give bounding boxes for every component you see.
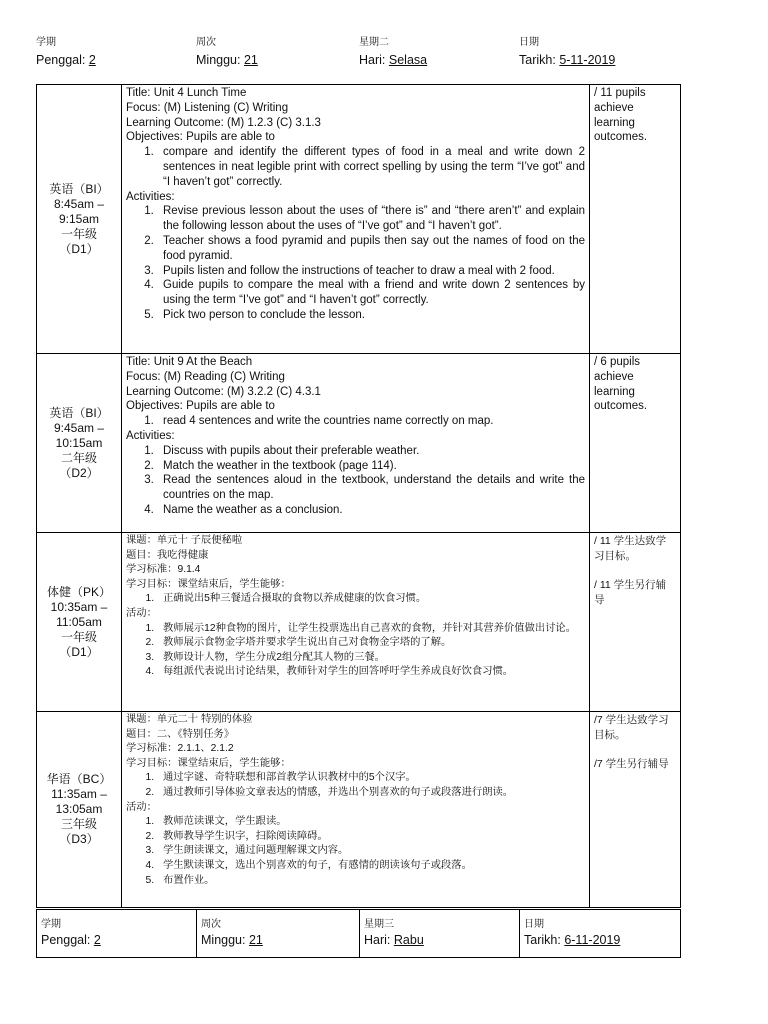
term-label: Penggal: [36, 53, 86, 67]
day-value: Rabu [393, 933, 424, 947]
class-name: （D3） [59, 832, 99, 846]
date-label-zh: 日期 [519, 37, 539, 48]
term-label-zh: 学期 [36, 37, 56, 48]
subject-name: 英语（BI） [49, 405, 109, 420]
activities-label: Activities: [126, 190, 175, 203]
activity-item: 1. Revise previous lesson about the uses of “there is” and “there aren’t” and explain the following lesson about the uses of “I’ve got” and “I haven’t got”. [157, 204, 585, 234]
objective-item: 1. 正确说出5种三餐适合摄取的食物以养成健康的饮食习惯。 [157, 592, 585, 607]
time-end: 10:15am [55, 435, 103, 450]
lesson-row [37, 85, 681, 354]
day-label-zh: 星期三 [364, 919, 394, 930]
lesson-focus: Focus: (M) Reading (C) Writing [126, 370, 285, 383]
learning-outcome: Learning Outcome: (M) 3.2.2 (C) 4.3.1 [126, 385, 321, 398]
lesson-subject-cell [37, 354, 122, 533]
week-cell [196, 36, 359, 72]
activities-list [126, 444, 585, 518]
week-label-zh: 周次 [201, 919, 221, 930]
lesson-focus: 题目：二、《特别任务》 [126, 728, 235, 740]
objectives-list [126, 414, 585, 429]
day-label: Hari: [359, 53, 386, 67]
objectives-label: 学习目标：课堂结束后，学生能够： [126, 757, 291, 769]
activity-item: 5. 布置作业。 [157, 874, 585, 889]
term-cell [36, 36, 196, 72]
lesson-subject-cell [37, 712, 122, 908]
activity-item: 2. Teacher shows a food pyramid and pupils then say out the names of food on the food pyramid. [157, 234, 585, 264]
activity-item: 4. Guide pupils to compare the meal with a friend and write down 2 sentences by using the term “I’ve got” and “I haven’t got” correctly. [157, 278, 585, 308]
time-start: 11:35am – [51, 787, 107, 801]
activity-item: 1. 教师展示12种食物的图片，让学生投票选出自己喜欢的食物，并针对其营养价值做出讨论。 [157, 622, 585, 637]
time-end: 13:05am [55, 802, 103, 816]
lesson-row [37, 712, 681, 908]
lesson-content-cell [122, 712, 590, 908]
lesson-content-cell [122, 533, 590, 712]
lesson-note-cell [590, 85, 681, 354]
lesson-focus: Focus: (M) Listening (C) Writing [126, 101, 289, 114]
learning-outcome: 学习标准：2.1.1、2.1.2 [126, 743, 234, 755]
term-value: 2 [93, 933, 101, 947]
term-label-zh: 学期 [41, 919, 61, 930]
achievement-note: / 11 学生达致学习目标。 [594, 535, 667, 562]
objective-item: 1. read 4 sentences and write the countries name correctly on map. [157, 414, 585, 429]
lesson-note-cell [590, 533, 681, 712]
remedial-note: / 11 学生另行辅导 [594, 579, 667, 606]
term-cell [37, 910, 197, 958]
subject-name: 英语（BI） [49, 181, 109, 196]
week-label: Minggu: [201, 933, 246, 947]
date-value: 6-11-2019 [564, 933, 621, 947]
lesson-subject-cell [37, 533, 122, 712]
lesson-title: Title: Unit 4 Lunch Time [126, 87, 247, 99]
lesson-row [37, 354, 681, 533]
activity-item: 5. Pick two person to conclude the lesson. [157, 308, 585, 323]
objectives-label: Objectives: Pupils are able to [126, 131, 275, 144]
lesson-title: 课题：单元二十 特别的体验 [126, 714, 253, 725]
activity-item: 3. 教师设计人物，学生分成2组分配其人物的三餐。 [157, 651, 585, 666]
objective-item: 1. 通过字谜、奇特联想和部首教学认识教材中的5个汉字。 [157, 771, 585, 786]
subject-name: 华语（BC） [46, 772, 112, 786]
activities-list [126, 622, 585, 680]
day-cell [360, 910, 520, 958]
lesson-content-cell [122, 85, 590, 354]
date-cell [520, 910, 681, 958]
class-name: （D2） [59, 465, 99, 480]
time-end: 11:05am [56, 614, 102, 629]
date-label-zh: 日期 [524, 919, 544, 930]
activities-list [126, 204, 585, 322]
date-cell [519, 36, 680, 72]
achievement-note: / 11 pupils achieve learning outcomes. [594, 87, 648, 144]
lesson-row [37, 533, 681, 712]
lesson-note-cell [590, 354, 681, 533]
class-name: （D1） [59, 241, 99, 256]
lesson-title: Title: Unit 9 At the Beach [126, 356, 253, 368]
activity-item: 1. Discuss with pupils about their preferable weather. [157, 444, 585, 459]
term-label: Penggal: [41, 933, 91, 947]
objectives-list [126, 592, 585, 607]
objective-item: 1. compare and identify the different types of food in a meal and write down 2 sentences in neat legible print with correct spelling by using the term “I’ve got” and “I haven’t got” correctly. [157, 145, 585, 189]
subject-name: 体健（PK） [46, 584, 111, 599]
activity-item: 4. 学生默读课文，选出个别喜欢的句子，有感情的朗读该句子或段落。 [157, 859, 585, 874]
time-end: 9:15am [58, 211, 100, 226]
lesson-focus: 题目：我吃得健康 [126, 549, 209, 561]
week-value: 21 [243, 53, 258, 67]
time-start: 9:45am – [53, 420, 105, 435]
learning-outcome: Learning Outcome: (M) 1.2.3 (C) 3.1.3 [126, 116, 321, 129]
date-label: Tarikh: [524, 933, 561, 947]
lesson-note-cell [590, 712, 681, 908]
activity-item: 2. 教师展示食物金字塔并要求学生说出自己对食物金字塔的了解。 [157, 636, 585, 651]
activity-item: 4. Name the weather as a conclusion. [157, 503, 585, 518]
week-cell [197, 910, 360, 958]
grade: 三年级 [60, 817, 97, 831]
day-cell [359, 36, 519, 72]
learning-outcome: 学习标准：9.1.4 [126, 564, 201, 576]
date-label: Tarikh: [519, 53, 556, 67]
lesson-subject-cell [37, 85, 122, 354]
day-header-tuesday [36, 36, 680, 72]
term-value: 2 [88, 53, 96, 67]
day-header-wednesday [36, 909, 681, 958]
grade: 二年级 [60, 450, 97, 465]
activity-item: 2. Match the weather in the textbook (page 114). [157, 459, 585, 474]
activities-label: 活动： [126, 607, 157, 619]
day-value: Selasa [388, 53, 428, 67]
achievement-note: / 6 pupils achieve learning outcomes. [594, 356, 648, 413]
activity-item: 3. Read the sentences aloud in the textbook, understand the details and write the countries on the map. [157, 473, 585, 503]
achievement-note: /7 学生达致学习目标。 [594, 714, 669, 741]
grade: 一年级 [60, 629, 97, 644]
lesson-content-cell [122, 354, 590, 533]
objectives-label: 学习目标：课堂结束后，学生能够： [126, 578, 291, 590]
activity-item: 2. 教师教导学生识字，扫除阅读障碍。 [157, 830, 585, 845]
activity-item: 1. 教师范读课文，学生跟读。 [157, 815, 585, 830]
week-label: Minggu: [196, 53, 241, 67]
activities-label: Activities: [126, 429, 175, 442]
week-value: 21 [248, 933, 263, 947]
objectives-list [126, 771, 585, 800]
time-start: 8:45am – [53, 196, 105, 211]
objective-item: 2. 通过教师引导体验文章表达的情感，并选出个别喜欢的句子或段落进行朗读。 [157, 786, 585, 801]
lesson-plan-table [36, 84, 681, 908]
week-label-zh: 周次 [196, 37, 216, 48]
day-label: Hari: [364, 933, 391, 947]
objectives-list [126, 145, 585, 189]
date-value: 5-11-2019 [559, 53, 616, 67]
objectives-label: Objectives: Pupils are able to [126, 400, 275, 413]
activity-item: 3. 学生朗读课文，通过问题理解课文内容。 [157, 844, 585, 859]
class-name: （D1） [59, 644, 99, 659]
time-start: 10:35am – [50, 599, 108, 614]
grade: 一年级 [60, 226, 97, 241]
activity-item: 3. Pupils listen and follow the instructions of teacher to draw a meal with 2 food. [157, 264, 585, 279]
day-label-zh: 星期二 [359, 37, 389, 48]
activities-label: 活动： [126, 801, 157, 813]
lesson-title: 课题：单元十 子辰便秘啦 [126, 535, 243, 546]
activity-item: 4. 每组派代表说出讨论结果，教师针对学生的回答呼吁学生养成良好饮食习惯。 [157, 665, 585, 680]
activities-list [126, 815, 585, 888]
remedial-note: /7 学生另行辅导 [594, 758, 669, 770]
